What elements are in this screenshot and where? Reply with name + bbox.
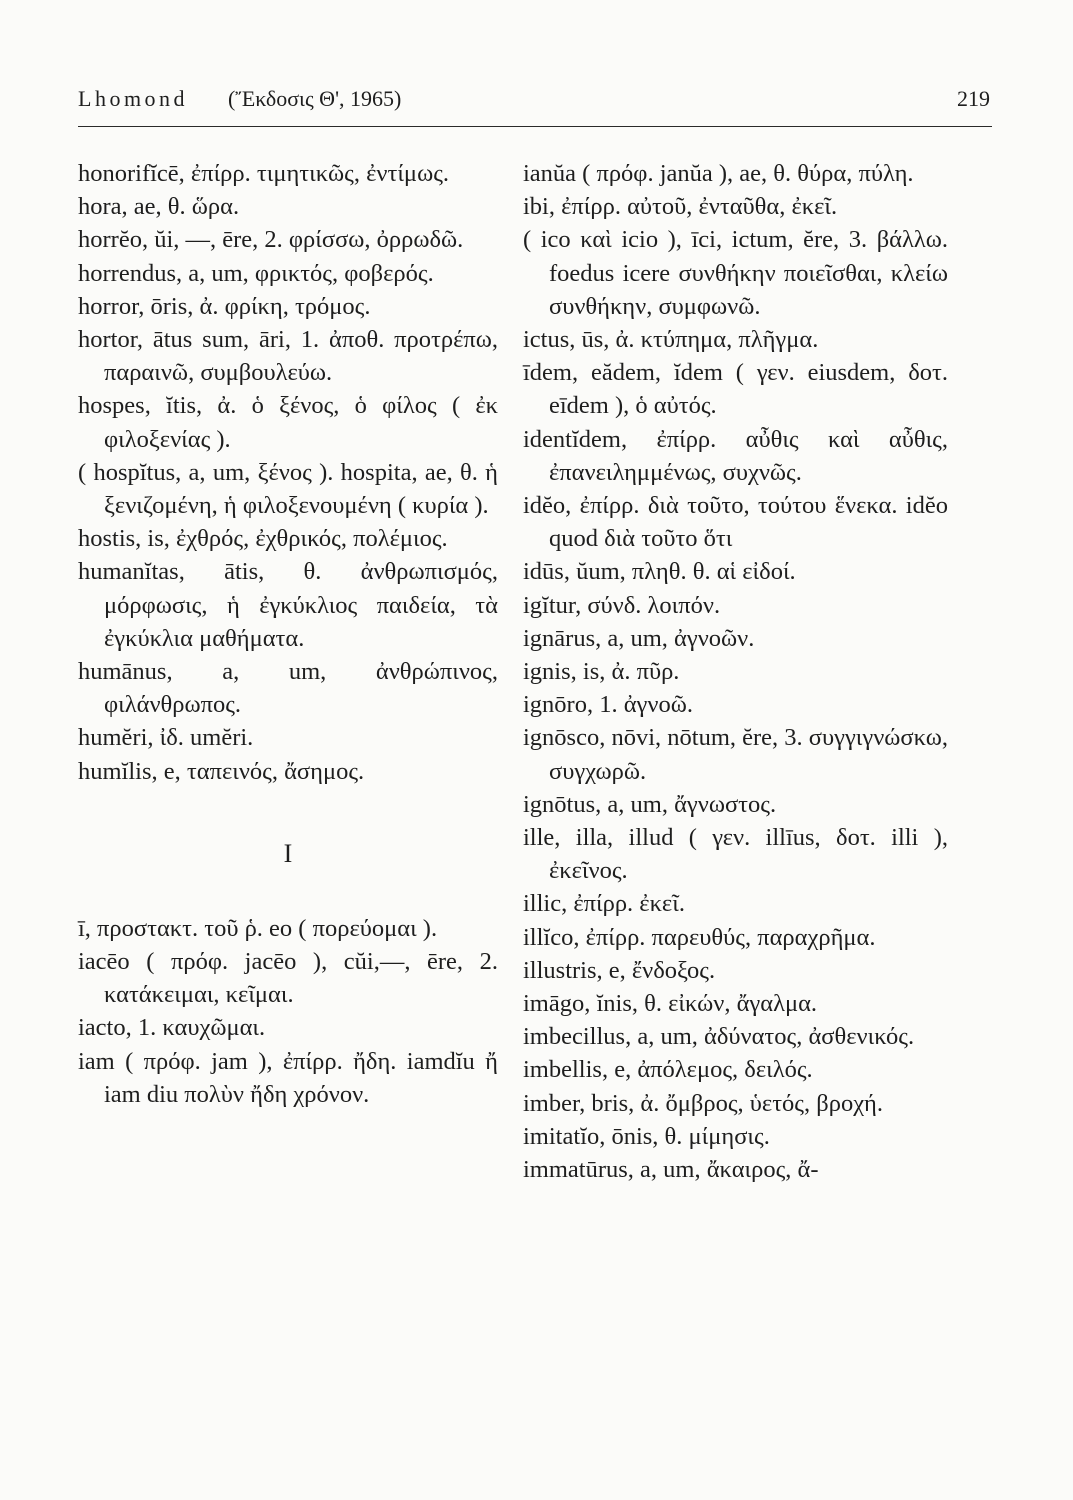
dictionary-entry: ianŭa ( πρόφ. janŭa ), ae, θ. θύρα, πύλη. [523,160,914,187]
header-author: Lhomond [78,86,189,111]
dictionary-entry: illic, ἐπίρρ. ἐκεῖ. [523,890,685,918]
dictionary-entry: humānus, a, um, ἀνθρώπινος, φιλάνθρωπος. [78,658,498,719]
header-edition: (Ἔκδοσις Θ', 1965) [228,86,402,111]
dictionary-entry: ( hospĭtus, a, um, ξένος ). hospita, ae, θ. ἡ ξενιζομένη, ἡ φιλοξενουμένη ( κυρία ). [78,458,498,520]
dictionary-entry: ī, προστακτ. τοῦ ῥ. eo ( πορεύομαι ). [78,914,438,942]
dictionary-entry: ( ico καὶ icio ), īci, ictum, ĕre, 3. βάλλω. foedus icere συνθήκην ποιεῖσθαι, κλείω συνθήκην, συμφωνῶ. [523,226,948,320]
dictionary-entry: ignōro, 1. ἀγνοῶ. [523,691,693,719]
dictionary-entry: horror, ōris, ἀ. φρίκη, τρόμος. [78,292,371,320]
dictionary-entry: honorifĭcē, ἐπίρρ. τιμητικῶς, ἐντίμως. [78,160,450,187]
dictionary-entry: imber, bris, ἀ. ὄμβρος, ὑετός, βροχή. [523,1089,883,1117]
dictionary-entry: imbellis, e, ἀπόλεμος, δειλός. [523,1056,813,1084]
dictionary-entry: immatūrus, a, um, ἄκαιρος, ἄ- [523,1156,819,1184]
right-column [523,157,948,1186]
dictionary-entry: humĕri, ἰδ. umĕri. [78,724,254,752]
dictionary-entry: imāgo, ĭnis, θ. εἰκών, ἄγαλμα. [523,990,818,1018]
dictionary-entry: hortor, ātus sum, āri, 1. ἀποθ. προτρέπω, παραινῶ, συμβουλεύω. [78,326,498,387]
dictionary-entry: ibi, ἐπίρρ. αὐτοῦ, ἐνταῦθα, ἐκεῖ. [523,193,838,221]
dictionary-entry: ignārus, a, um, ἀγνοῶν. [523,624,755,652]
dictionary-entry: idĕo, ἐπίρρ. διὰ τοῦτο, τούτου ἕνεκα. idĕo quod διὰ τοῦτο ὅτι [523,492,948,553]
dictionary-entry: igĭtur, σύνδ. λοιπόν. [523,591,721,619]
page-header [78,86,990,116]
dictionary-entry: humĭlis, e, ταπεινός, ἄσημος. [78,757,365,785]
dictionary-entry: imbecillus, a, um, ἀδύνατος, ἀσθενικός. [523,1023,915,1051]
dictionary-entry: imitatĭo, ōnis, θ. μίμησις. [523,1122,770,1150]
dictionary-entry: horrĕo, ŭi, —, ēre, 2. φρίσσω, ὀρρωδῶ. [78,226,464,254]
dictionary-entry: humanĭtas, ātis, θ. ἀνθρωπισμός, μόρφωσις, ἡ ἐγκύκλιος παιδεία, τὰ ἐγκύκλια μαθήματα. [78,558,498,652]
dictionary-entry: iam ( πρόφ. jam ), ἐπίρρ. ἤδη. iamdĭu ἤ iam diu πολὺν ἤδη χρόνον. [78,1047,498,1108]
page-number: 219 [957,86,990,111]
dictionary-entry: iacto, 1. καυχῶμαι. [78,1014,266,1042]
dictionary-entry: illĭco, ἐπίρρ. παρευθύς, παραχρῆμα. [523,923,876,951]
dictionary-entry: identĭdem, ἐπίρρ. αὖθις καὶ αὖθις, ἐπανειλημμένως, συχνῶς. [523,425,948,486]
header-rule [78,126,992,127]
left-column [78,157,498,1111]
dictionary-entry: ille, illa, illud ( γεν. illīus, δοτ. illi ), ἐκεῖνος. [523,824,948,885]
letter-heading: I [283,838,293,868]
dictionary-entry: ignōtus, a, um, ἄγνωστος. [523,790,777,818]
dictionary-entry: iacēo ( πρόφ. jacēo ), cŭi,—, ēre, 2. κατάκειμαι, κεῖμαι. [78,948,498,1009]
dictionary-entry: illustris, e, ἔνδοξος. [523,956,716,984]
dictionary-entry: hospes, ĭtis, ἀ. ὁ ξένος, ὁ φίλος ( ἐκ φιλοξενίας ). [78,392,498,453]
dictionary-entry: ignōsco, nōvi, nōtum, ĕre, 3. συγγιγνώσκω, συγχωρῶ. [523,724,948,785]
dictionary-entry: idūs, ŭum, πληθ. θ. αἱ εἰδοί. [523,558,796,586]
dictionary-entry: ictus, ūs, ἀ. κτύπημα, πλῆγμα. [523,326,819,354]
dictionary-entry: hostis, is, ἐχθρός, ἐχθρικός, πολέμιος. [78,525,448,553]
dictionary-entry: ignis, is, ἀ. πῦρ. [523,658,680,686]
dictionary-entry: horrendus, a, um, φρικτός, φοβερός. [78,259,434,287]
dictionary-entry: hora, ae, θ. ὥρα. [78,193,240,221]
dictionary-entry: īdem, eădem, ĭdem ( γεν. eiusdem, δοτ. eīdem ), ὁ αὐτός. [523,359,948,420]
